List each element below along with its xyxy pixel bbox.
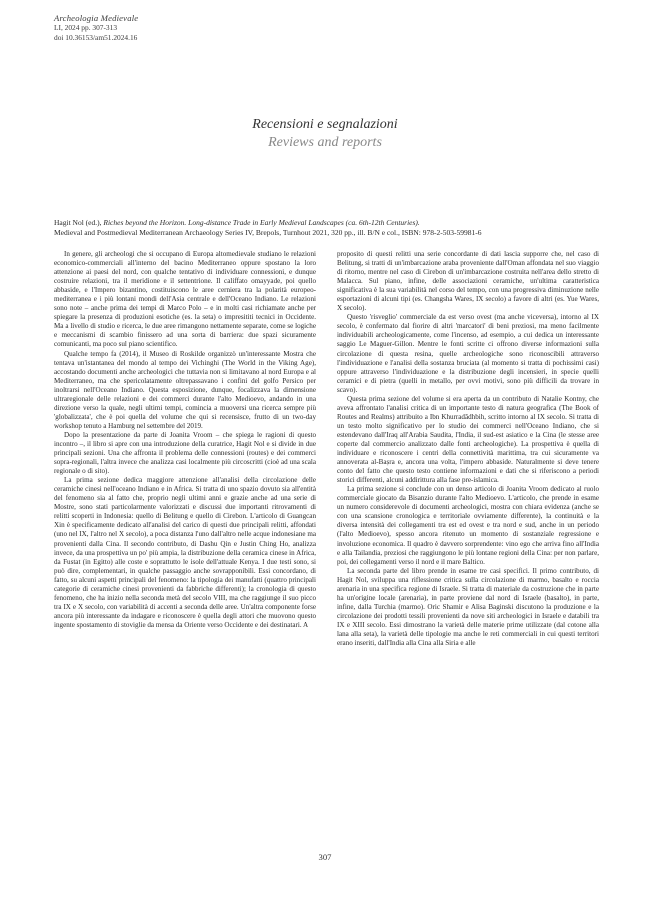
paragraph: La prima sezione dedica maggiore attenzione all'analisi della circolazione delle ceramiche cinesi nell'oceano Indiano e in Africa. Si tratta di uno spazio dovuto sia all'entità del fenomeno sia al fatto che, proprio negli ultimi anni e grazie anche ad una serie di Mostre, sono stati particolarmente valorizzati e discussi due importanti ritrovamenti di relitti scoperti in Indonesia: quello di Belitung e quello di Cirebon. L'articolo di Guangcan Xin è specificamente dedicato all'analisi del carico di questi due principali relitti, affondati (uno nel IX, l'altro nel X secolo), a poca distanza l'uno dall'altro nelle acque indonesiane ma provenienti dalla Cina. Il secondo contributo, di Dashu Qin e Justin Ching Ho, analizza invece, da una prospettiva un po' più ampia, la distribuzione della ceramica cinese in Africa, da Fustat (in Egitto) alle coste e soprattutto le isole dell'attuale Kenya. I due testi sono, si può dire, complementari, in qualche passaggio anche sovrapponibili. Essi concordano, di fatto, su alcuni aspetti principali del fenomeno: la tipologia dei manufatti (quattro principali categorie di ceramiche cinesi provenienti da fabbriche differenti); la cronologia di questo fenomeno, che ha inizio nella seconda metà del secolo VIII, ma che raggiunge il suo picco tra IX e X secolo, con variabilità di accenti a seconda delle aree. Un'altra componente forse ancora più interessante da indagare e riconoscere è quella degli attori che muovono questo ingente spostamento di stoviglie da mensa da Oriente verso Occidente e dei destinatari. A bbox=[54, 476, 316, 629]
paragraph: Questa prima sezione del volume si era aperta da un contributo di Natalie Kontny, che aveva affrontato l'analisi critica di un importante testo di natura geografica (The Book of Routes and Realms) attribuito a Ibn Khurradādhbih, scritto intorno al IX secolo. Si tratta di un testo molto significativo per lo studio dei commerci nell'Oceano Indiano, che si estendevano dall'Iraq all'Arabia Saudita, l'India, il sud-est asiatico e la Cina (le stesse aree coperte dal commercio analizzato dalle fonti archeologiche). La prospettiva è quella di individuare e riconoscere i centri della connettività marittima, tra cui sicuramente va annoverata al-Baṣra e, ancora una volta, l'impero abbaside. Naturalmente si deve tenere conto del fatto che questo testo contiene informazioni e dati che si riferiscono a periodi storici differenti, alcuni addirittura alla fase pre-islamica. bbox=[337, 394, 599, 485]
paragraph: proposito di questi relitti una serie concordante di dati lascia supporre che, nel caso di Belitung, si tratti di un'imbarcazione araba proveniente dall'Oman affondata nel suo viaggio di ritorno, mentre nel caso di Cirebon di un'imbarcazione costruita nell'area dello stretto di Malacca. Sul piano, infine, delle associazioni ceramiche, un'ultima caratteristica significativa è la sua variabilità nel corso del tempo, con una progressiva diminuzione nelle esportazioni di alcuni tipi (es. Changsha Wares, IX secolo) a favore di altri (es. Yue Wares, X secolo). bbox=[337, 250, 599, 313]
running-header bbox=[54, 14, 138, 42]
paragraph: Qualche tempo fa (2014), il Museo di Roskilde organizzò un'interessante Mostra che tentava un'istantanea del mondo al tempo dei Vichinghi (The World in the Viking Age), accostando documenti anche archeologici che tuttavia non si limitavano al nord Europa e al Mediterraneo, ma che spericolatamente oltrepassavano i confini del golfo Persico per inoltrarsi nell'Oceano Indiano. Questa esposizione, dunque, focalizzava la dimensione ultraregionale delle relazioni e dei commerci durante l'alto Medioevo, andando in una direzione verso la quale, negli ultimi tempi, comincia a muoversi una ricerca sempre più 'globalizzata', che è poi quella del volume che qui si recensisce, frutto di un two-day workshop tenuto a Hamburg nel settembre del 2019. bbox=[54, 349, 316, 430]
section-heading bbox=[0, 116, 650, 152]
citation-work-title: Riches beyond the Horizon. Long-distance Trade in Early Medieval Landscapes (ca. 6th-12th Centuries). bbox=[103, 218, 420, 227]
paragraph: Dopo la presentazione da parte di Joanita Vroom – che spiega le ragioni di questo incontro –, il libro si apre con una introduzione della curatrice, Hagit Nol e si divide in due principali sezioni. Una che affronta il problema delle connessioni (routes) e dei commerci sopra-regionali, l'altra invece che analizza casi localmente più circoscritti (cioè ad una scala regionale o di sito). bbox=[54, 430, 316, 476]
doi[interactable]: doi 10.36153/am51.2024.16 bbox=[54, 32, 138, 42]
paragraph: La seconda parte del libro prende in esame tre casi specifici. Il primo contributo, di Hagit Nol, sviluppa una riflessione critica sulla circolazione di marmo, basalto e roccia arenaria in una specifica regione di Israele. Si tratta di materiale da costruzione che in parte ha un'origine locale (arenaria), in parte proviene dal nord di Israele (basalto), in parte, infine, dalla Turchia (marmo). Oric Shamir e Alisa Baginski discutono la produzione e la circolazione dei prodotti tessili provenienti da nove siti archeologici in Israele e databili tra IX e XIII secolo. Essi dimostrano la varietà delle materie prime utilizzate (dal cotone alla lana alla seta), la varietà delle tipologie ma anche le reti commerciali in cui questi territori erano inseriti, dall'India alla Cina alla Siria e alle bbox=[337, 566, 599, 648]
body-column-right bbox=[337, 250, 599, 888]
section-subtitle: Reviews and reports bbox=[268, 135, 382, 150]
volume-pages: LI, 2024 pp. 307-313 bbox=[54, 23, 118, 33]
citation-publication: Medieval and Postmedieval Mediterranean Archaeology Series IV, Brepols, Turnhout 2021, 320 pp., ill. B/N e col., ISBN: 978-2-503-59981-6 bbox=[54, 227, 482, 237]
paragraph: La prima sezione si conclude con un denso articolo di Joanita Vroom dedicato al ruolo commerciale giocato da Bisanzio durante l'alto Medioevo. L'articolo, che prende in esame un numero considerevole di documenti archeologici, mostra con chiara evidenza (anche se con una scansione cronologica e territoriale ovviamente differente), la continuità e la diversa intensità dei collegamenti tra est ed ovest e tra nord e sud, anche in un periodo (l'alto Medioevo), spesso ancora ritenuto un momento di sostanziale regressione e involuzione economica. Il quadro è davvero sorprendente: vino ego che arriva fino all'India e alla Tailandia, preziosi che raggiungono le più lontane regioni della Cina: per non parlare, poi, dei collegamenti verso il nord e il mare Baltico. bbox=[337, 485, 599, 566]
citation-author: Hagit Nol (ed.), bbox=[54, 218, 102, 227]
review-citation bbox=[54, 218, 602, 237]
paragraph: In genere, gli archeologi che si occupano di Europa altomedievale studiano le relazioni economico-commerciali all'interno del bacino Mediterraneo oppure spostano la loro attenzione ai paesi del nord, con qualche tentativo di individuare connessioni, e dunque costruire relazioni, tra il meridione e il settentrione. Il califfato omayyade, poi quello abbaside, e l'Impero bizantino, costituiscono le aree cerniera tra la polarità europeo-mediterranea e i più lontani mondi dell'Asia centrale e dell'Oceano Indiano. Le relazioni sono note – anche prima dei tempi di Marco Polo – e in molti casi richiamate anche per spiegare la presenza di produzioni esotiche (es. la seta) o impresititi tecnici in Occidente. Ma a livello di studio e ricerca, le due aree rimangono nettamente separate, come se logiche e meccanismi di scambio finissero ad una sorta di barriera: due spazi sicuramente comunicanti, ma poco sul piano scientifico. bbox=[54, 250, 316, 349]
body-column-left bbox=[54, 250, 316, 888]
section-title: Recensioni e segnalazioni bbox=[252, 117, 398, 132]
journal-name: Archeologia Medievale bbox=[54, 13, 139, 23]
page-number: 307 bbox=[318, 852, 332, 862]
paragraph: Questo 'risveglio' commerciale da est verso ovest (ma anche viceversa), intorno al IX secolo, è confermato dal fiorire di altri 'marcatori' di beni preziosi, ma meno facilmente individuabili archeologicamente, come l'incenso, ad esempio, a cui dedica un interessante saggio Le Maguer-Gillon. Mentre le fonti scritte ci offrono diverse informazioni sulla circolazione di questa resina, quelle archeologiche sono riconoscibili attraverso l'individuazione e l'analisi della sostanza bruciata (al momento si tratta di pochissimi casi) oppure attraverso l'individuazione e la distribuzione degli incensieri, in specie quelli ceramici e di pietra (quelli in metallo, per ovvi motivi, sono più difficili da trovare in scavo). bbox=[337, 313, 599, 394]
